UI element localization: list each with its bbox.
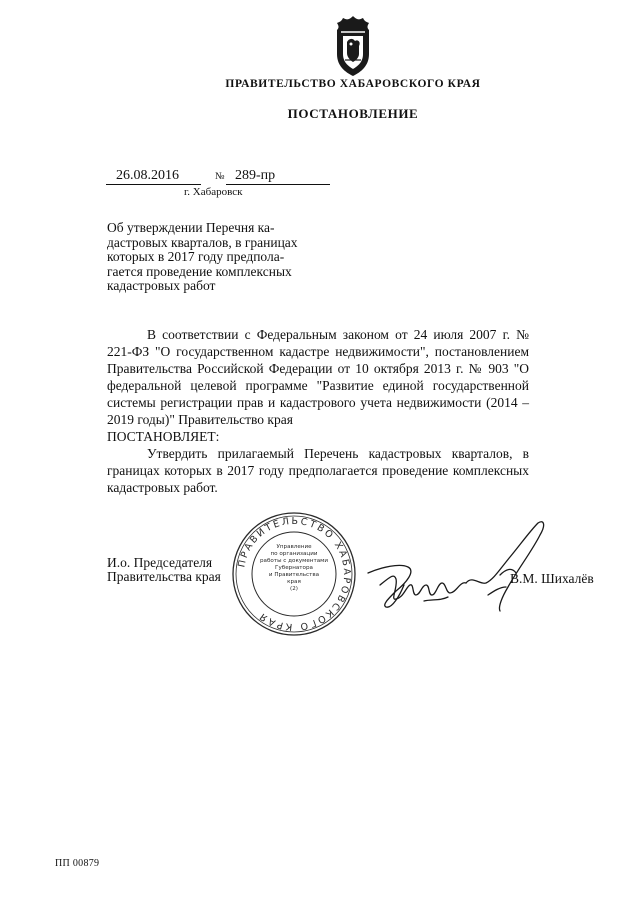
decree-keyword: ПОСТАНОВЛЯЕТ: bbox=[107, 429, 220, 444]
subject-line: дастровых кварталов, в границах bbox=[107, 234, 298, 250]
svg-text:работы с документами: работы с документами bbox=[260, 558, 328, 564]
subject-line: гается проведение комплексных bbox=[107, 263, 292, 279]
decree-body bbox=[107, 326, 529, 496]
official-seal-stamp bbox=[230, 510, 358, 638]
subject-line: которых в 2017 году предпола- bbox=[107, 249, 285, 264]
svg-text:по организации: по организации bbox=[270, 551, 318, 557]
svg-text:Губернатора: Губернатора bbox=[275, 565, 313, 571]
svg-text:и Правительства: и Правительства bbox=[268, 572, 320, 578]
svg-text:(2): (2) bbox=[290, 586, 298, 592]
resolution-paragraph: Утвердить прилагаемый Перечень кадастровых кварталов, в границах которых в 2017 году предполагается проведение комплексных кадастровых работ. bbox=[107, 446, 529, 495]
number-underline bbox=[226, 184, 330, 185]
signatory-position bbox=[107, 556, 221, 584]
government-title: ПРАВИТЕЛЬСТВО ХАБАРОВСКОГО КРАЯ bbox=[225, 78, 481, 90]
preamble-paragraph: В соответствии с Федеральным законом от 24 июля 2007 г. № 221-ФЗ "О государственном кадастре недвижимости", постановлением Правительства Российской Федерации от 10 октября 2013 г. № 903 "О федеральной целевой программе "Развитие единой государственной системы регистрации прав и кадастрового учета недвижимости (2014 – 2019 годы)" Правительство края bbox=[107, 327, 529, 427]
coat-of-arms-icon bbox=[329, 14, 377, 78]
date-underline bbox=[106, 184, 201, 185]
subject-line: кадастровых работ bbox=[107, 278, 216, 293]
number-sign: № bbox=[215, 171, 225, 182]
issue-city: г. Хабаровск bbox=[184, 186, 243, 198]
decree-number: 289-пр bbox=[235, 168, 276, 183]
svg-text:Управление: Управление bbox=[276, 544, 312, 550]
signatory-name: В.М. Шихалёв bbox=[510, 571, 594, 586]
subject-line: Об утверждении Перечня ка- bbox=[107, 220, 275, 235]
document-code: ПП 00879 bbox=[55, 858, 100, 869]
registration-line bbox=[106, 168, 330, 186]
position-line: Правительства края bbox=[107, 569, 221, 584]
document-type: ПОСТАНОВЛЕНИЕ bbox=[287, 106, 419, 121]
svg-text:ПРАВИТЕЛЬСТВО ХАБАРОВСКОГО КРА: ПРАВИТЕЛЬСТВО ХАБАРОВСКОГО КРАЯ bbox=[236, 515, 353, 633]
decree-date: 26.08.2016 bbox=[116, 168, 179, 183]
position-line: И.о. Председателя bbox=[107, 555, 213, 570]
decree-subject bbox=[107, 221, 321, 294]
svg-text:края: края bbox=[287, 579, 301, 585]
